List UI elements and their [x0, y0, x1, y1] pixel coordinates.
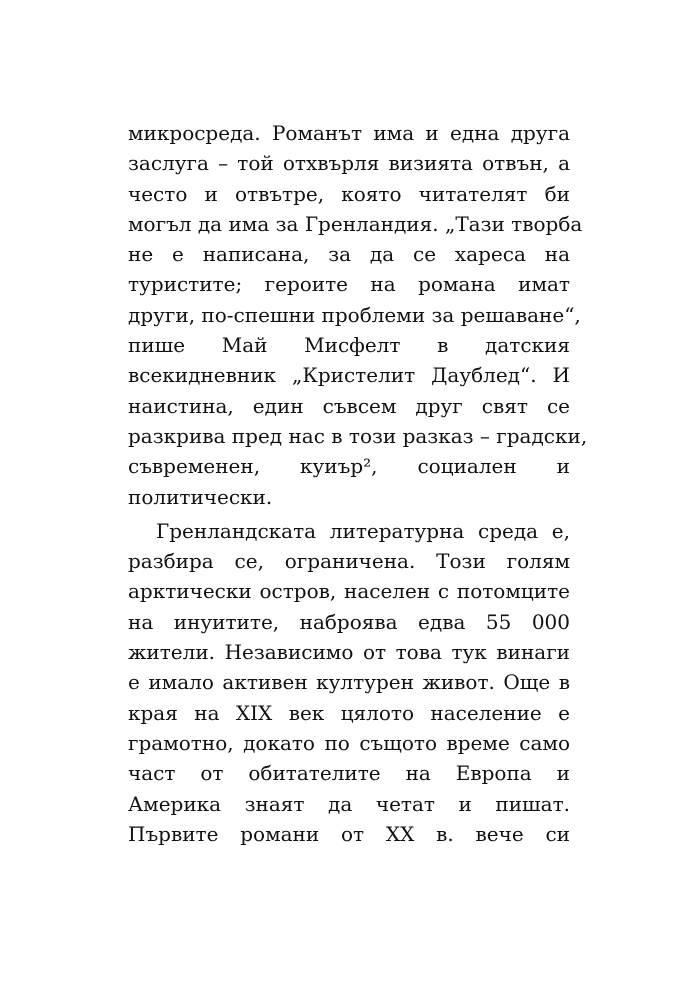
text-line: често и отвътре, която читателят би — [128, 181, 570, 206]
text-line: края на XIX век цялото население е — [128, 700, 570, 725]
text-line: Първите романи от XX в. вече си — [128, 821, 570, 846]
text-line: разкрива пред нас в този разказ – градски, — [128, 423, 588, 448]
text-line: разбира се, ограничена. Този голям — [128, 549, 570, 574]
paragraph-2 — [128, 516, 570, 849]
text-line: микросреда. Романът има и една друга — [128, 121, 570, 145]
text-line: политически. — [128, 484, 273, 509]
text-line: част от обитателите на Европа и — [128, 761, 570, 786]
text-line: жители. Независимо от това тук винаги — [128, 640, 570, 665]
text-line: грамотно, докато по същото време само — [128, 730, 570, 755]
text-line: не е написана, за да се хареса на — [128, 242, 570, 267]
text-line: пише Май Мисфелт в датския — [128, 333, 570, 358]
text-line: Гренландската литературна среда е, — [156, 518, 570, 543]
text-line: наистина, един съвсем друг свят се — [128, 393, 570, 418]
text-line: всекидневник „Кристелит Даублед“. И — [128, 363, 570, 388]
text-line: арктически остров, населен с потомците — [128, 579, 570, 604]
paragraph-1 — [128, 118, 588, 512]
text-line: туристите; героите на романа имат — [128, 272, 570, 297]
text-line: Америка знаят да четат и пишат. — [128, 791, 570, 816]
text-line: на инуитите, наброява едва 55 000 — [128, 609, 570, 634]
body-text — [128, 118, 588, 849]
text-line: други, по-спешни проблеми за решаване“, — [128, 302, 581, 327]
text-line: могъл да има за Гренландия. „Тази творба — [128, 211, 583, 236]
text-line: съвременен, куиър², социален и — [128, 454, 570, 479]
text-line: заслуга – той отхвърля визията отвън, а — [128, 151, 570, 176]
text-line: е имало активен културен живот. Още в — [128, 670, 570, 695]
